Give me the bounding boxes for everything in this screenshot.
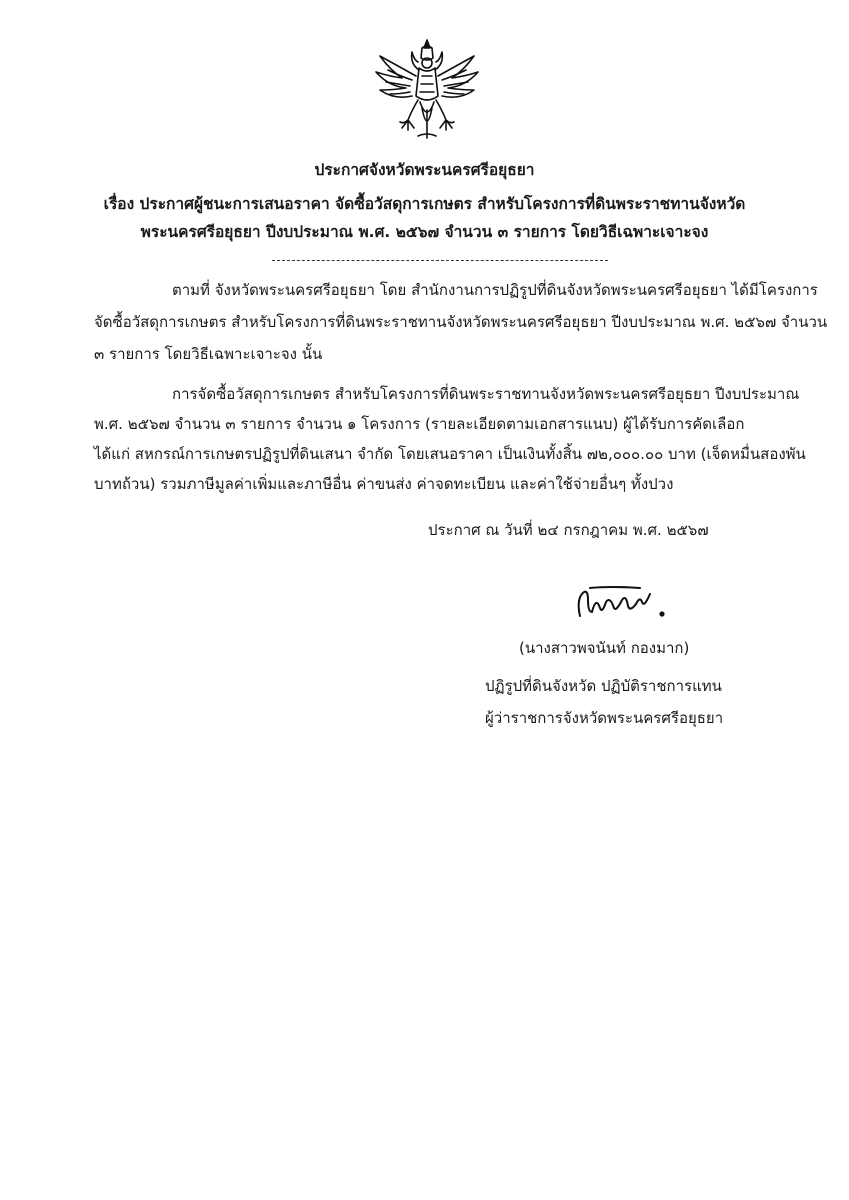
paragraph-1-line-2: จัดซื้อวัสดุการเกษตร สำหรับโครงการที่ดินพระราชทานจังหวัดพระนครศรีอยุธยา ปีงบประมาณ พ.ศ. ๒๕๖๗ จำนวน	[94, 313, 828, 331]
paragraph-1-line-1: ตามที่ จังหวัดพระนครศรีอยุธยา โดย สำนักงานการปฏิรูปที่ดินจังหวัดพระนครศรีอยุธยา ได้มีโครงการ	[172, 281, 818, 299]
signer-name: (นางสาวพจนันท์ กองมาก)	[519, 639, 690, 657]
paragraph-1-line-3: ๓ รายการ โดยวิธีเฉพาะเจาะจง นั้น	[94, 345, 323, 363]
announcement-title: ประกาศจังหวัดพระนครศรีอยุธยา	[314, 161, 535, 179]
title-divider	[272, 260, 608, 261]
announce-date: ประกาศ ณ วันที่ ๒๔ กรกฎาคม พ.ศ. ๒๕๖๗	[428, 521, 709, 539]
announcement-subject: เรื่อง ประกาศผู้ชนะการเสนอราคา จัดซื้อวัสดุการเกษตร สำหรับโครงการที่ดินพระราชทานจังหวัด	[103, 195, 746, 213]
paragraph-2-line-2: พ.ศ. ๒๕๖๗ จำนวน ๓ รายการ จำนวน ๑ โครงการ (รายละเอียดตามเอกสารแนบ) ผู้ได้รับการคัดเลือก	[94, 415, 745, 433]
signer-position: ปฏิรูปที่ดินจังหวัด ปฏิบัติราชการแทน	[485, 677, 722, 695]
announcement-subject-continued: พระนครศรีอยุธยา ปีงบประมาณ พ.ศ. ๒๕๖๗ จำนวน ๓ รายการ โดยวิธีเฉพาะเจาะจง	[140, 223, 709, 241]
paragraph-2-line-1: การจัดซื้อวัสดุการเกษตร สำหรับโครงการที่ดินพระราชทานจังหวัดพระนครศรีอยุธยา ปีงบประมาณ	[172, 385, 800, 403]
garuda-emblem-icon	[372, 36, 482, 146]
paragraph-2-line-4: บาทถ้วน) รวมภาษีมูลค่าเพิ่มและภาษีอื่น ค่าขนส่ง ค่าจดทะเบียน และค่าใช้จ่ายอื่นๆ ทั้งปวง	[94, 475, 674, 493]
handwritten-signature-icon	[570, 578, 680, 628]
signer-position-continued: ผู้ว่าราชการจังหวัดพระนครศรีอยุธยา	[485, 709, 724, 727]
paragraph-2-line-3: ได้แก่ สหกรณ์การเกษตรปฏิรูปที่ดินเสนา จำกัด โดยเสนอราคา เป็นเงินทั้งสิ้น ๗๒,๐๐๐.๐๐ บาท (เจ็ดหมื่นสองพัน	[94, 445, 806, 463]
